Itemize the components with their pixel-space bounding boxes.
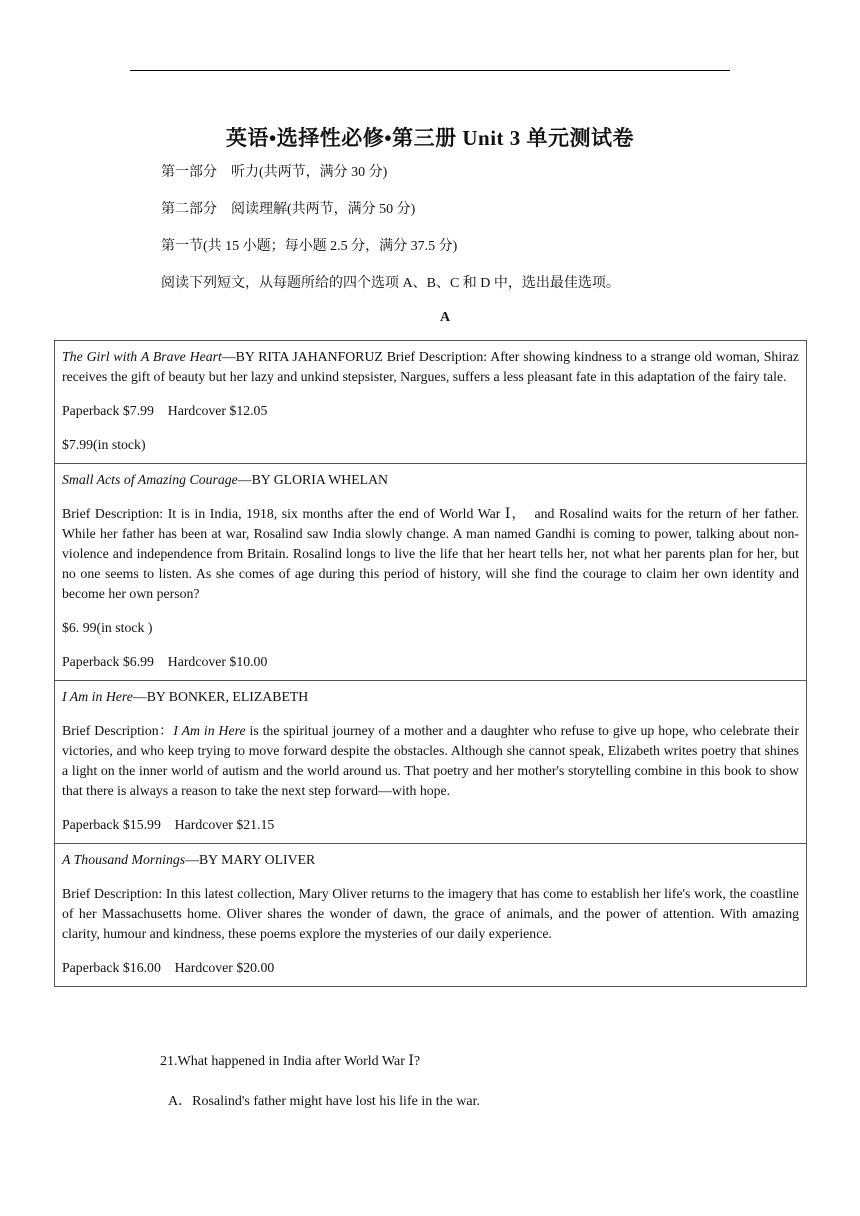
book-row <box>55 464 807 681</box>
book-description: Brief Description: In this latest collection, Mary Oliver returns to the imagery that has come to establish her life's work, the coastline of her Massachusetts home. Oliver shares the wonder of dawn, the grace of animals, and the power of attention. With amazing clarity, humour and kindness, these poems explore the mysteries of our daily experience. <box>62 886 799 941</box>
question-21: 21.What happened in India after World War Ⅰ? <box>160 1054 421 1069</box>
option-a: A．Rosalind's father might have lost his life in the war. <box>168 1094 481 1109</box>
section-one-heading: 第一节(共 15 小题；每小题 2.5 分，满分 37.5 分) <box>161 239 458 254</box>
description-book-title: I Am in Here <box>173 723 246 738</box>
book-title: A Thousand Mornings <box>62 852 186 867</box>
book-byline: —BY MARY OLIVER <box>185 852 316 867</box>
book-row <box>55 341 807 464</box>
page-title: 英语•选择性必修•第三册 Unit 3 单元测试卷 <box>225 126 635 150</box>
book-title: The Girl with A Brave Heart <box>62 349 222 364</box>
book-byline: —BY RITA JAHANFORUZ Brief Description: After showing kindness to a strange old woman, Shiraz receives the gift of beauty but her lazy and unkind stepsister, Nargues, suffers a less pleasant fate in this adaptation of the fairy tale. <box>62 349 799 384</box>
part-one-heading: 第一部分 听力(共两节，满分 30 分) <box>161 165 388 180</box>
book-title: I Am in Here <box>62 689 133 704</box>
book-price: Paperback $15.99 Hardcover $21.15 <box>62 817 275 832</box>
header-rule <box>130 70 730 71</box>
book-cell <box>55 464 807 681</box>
book-cell <box>55 341 807 464</box>
book-cell <box>55 844 807 987</box>
book-row <box>55 844 807 987</box>
book-price: Paperback $7.99 Hardcover $12.05 <box>62 403 268 418</box>
description-text: is the spiritual journey of a mother and a daughter who refuse to give up hope, who celebrate their victories, and who keep trying to move forward despite the obstacles. Although she cannot speak, Elizabeth writes poetry that shines a light on the inner world of autism and the world around us. That poetry and her mother's storytelling combine in this book to show that there is always a reason to take the next step forward—with hope. <box>62 723 799 798</box>
description-prefix: Brief Description： <box>62 723 174 738</box>
book-description: Brief Description: It is in India, 1918, six months after the end of World War Ⅰ， and Rosalind waits for the return of her father. While her father has been at war, Rosalind saw India slowly change. A man named Gandhi is coming to power, talking about non-violence and independence from Britain. Rosalind longs to live the life that her heart tells her, not what her parents plan for her, but no one seems to listen. As she comes of age during this period of history, will she find the courage to claim her own identity and become her own person? <box>62 506 799 601</box>
instructions: 阅读下列短文，从每题所给的四个选项 A、B、C 和 D 中，选出最佳选项。 <box>161 276 620 291</box>
part-two-heading: 第二部分 阅读理解(共两节，满分 50 分) <box>161 202 416 217</box>
book-price: Paperback $16.00 Hardcover $20.00 <box>62 960 275 975</box>
book-stock: $6. 99(in stock ) <box>62 620 153 635</box>
book-table <box>54 340 807 987</box>
book-row <box>55 681 807 844</box>
book-stock: $7.99(in stock) <box>62 437 146 452</box>
book-description <box>62 721 799 801</box>
book-cell <box>55 681 807 844</box>
book-price: Paperback $6.99 Hardcover $10.00 <box>62 654 268 669</box>
book-byline: —BY GLORIA WHELAN <box>237 472 389 487</box>
book-byline: —BY BONKER, ELIZABETH <box>132 689 309 704</box>
passage-label: A <box>439 310 451 325</box>
book-title: Small Acts of Amazing Courage <box>62 472 238 487</box>
